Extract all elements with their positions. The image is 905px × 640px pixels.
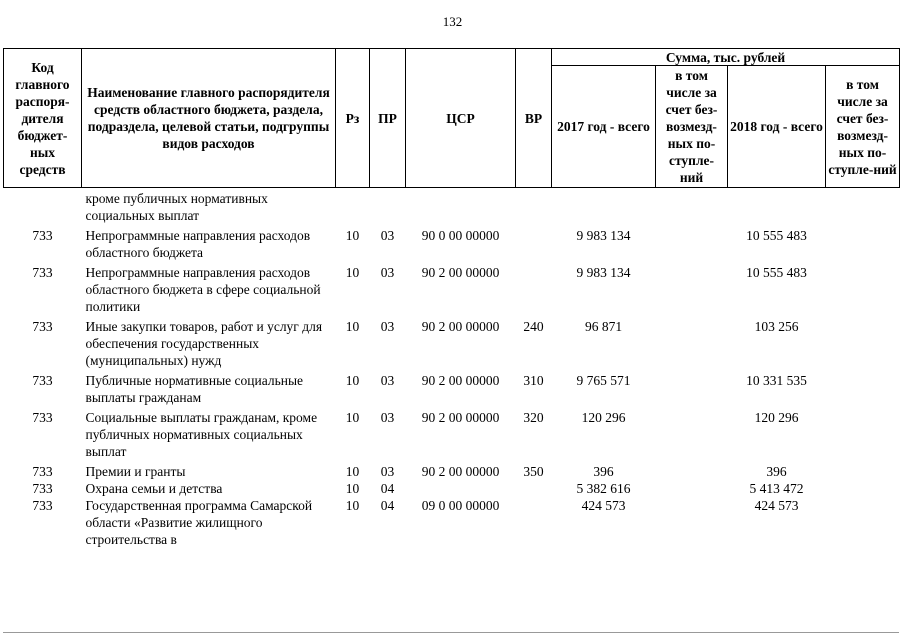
cell-2017-total: 96 871 [584,319,623,334]
cell-2017-total: 9 983 134 [576,228,631,243]
cell-pr: 03 [380,410,395,425]
cell-name: Непрограммные направления расходов областного бюджета в сфере социальной политики [85,265,321,314]
cell-name: Социальные выплаты гражданам, кроме публичных нормативных социальных выплат [85,410,318,459]
cell-2018-free [826,224,900,261]
header-2018-free: в том числе за счет без-возмезд-ных по-ступле-ний [826,66,900,188]
cell-pr: 03 [380,319,395,334]
table-row [4,369,900,406]
cell-2018-free [826,406,900,460]
cell-vr [516,188,552,225]
cell-code: 733 [32,498,53,513]
cell-code: 733 [32,481,53,496]
cell-name: кроме публичных нормативных социальных выплат [85,191,268,223]
cell-rz: 10 [345,228,360,243]
header-code: Код главного распоря-дителя бюджет-ных средств [4,49,82,188]
cell-csr [406,188,516,225]
header-2018-total: 2018 год - всего [728,66,826,188]
cell-2018-free [826,460,900,480]
cell-vr: 350 [523,464,544,479]
cell-csr: 90 2 00 00000 [421,319,500,334]
cell-2017-free [656,261,728,315]
cell-2017-total: 396 [593,464,614,479]
cell-2017-free [656,406,728,460]
header-rz: Рз [336,49,370,188]
cell-pr [370,188,406,225]
cell-csr: 09 0 00 00000 [421,498,500,513]
cell-pr: 04 [380,481,395,496]
cell-pr: 04 [380,498,395,513]
cell-2018-free [826,188,900,225]
header-csr: ЦСР [406,49,516,188]
header-2017-total: 2017 год - всего [552,66,656,188]
cell-vr [516,480,552,497]
table-row [4,315,900,369]
cell-2018-free [826,315,900,369]
header-pr: ПР [370,49,406,188]
table-row [4,188,900,225]
cell-code: 733 [32,265,53,280]
cell-name: Непрограммные направления расходов областного бюджета [85,228,311,260]
cell-csr: 90 0 00 00000 [421,228,500,243]
cell-2017-total: 9 983 134 [576,265,631,280]
cell-2017-total [552,188,656,225]
cell-2018-total: 10 555 483 [746,228,807,243]
cell-2017-free [656,315,728,369]
cell-code: 733 [32,464,53,479]
table-row [4,406,900,460]
table-body [4,188,900,549]
cell-2018-total: 424 573 [754,498,799,513]
cell-2018-free [826,261,900,315]
cell-rz: 10 [345,464,360,479]
cell-pr: 03 [380,464,395,479]
cell-2018-total [728,188,826,225]
cell-code: 733 [32,410,53,425]
cell-csr: 90 2 00 00000 [421,373,500,388]
cell-2018-total: 103 256 [754,319,799,334]
cell-name: Премии и гранты [85,464,186,479]
page-number: 132 [442,14,463,29]
cell-csr [406,480,516,497]
table-row [4,261,900,315]
table-row [4,480,900,497]
table-row [4,224,900,261]
cell-name: Иные закупки товаров, работ и услуг для обеспечения государственных (муниципальных) нужд [85,319,323,368]
cell-2017-total: 9 765 571 [576,373,631,388]
cell-code [4,188,82,225]
cell-2018-free [826,480,900,497]
cell-rz: 10 [345,265,360,280]
cell-rz: 10 [345,319,360,334]
table-row [4,497,900,548]
cell-2017-free [656,460,728,480]
table-header [4,49,900,188]
header-vr: ВР [516,49,552,188]
cell-vr: 320 [523,410,544,425]
cell-2017-total: 120 296 [581,410,626,425]
cell-vr [516,224,552,261]
cell-rz: 10 [345,498,360,513]
cell-csr: 90 2 00 00000 [421,265,500,280]
cell-2018-total: 10 331 535 [746,373,807,388]
cell-code: 733 [32,228,53,243]
cell-name: Публичные нормативные социальные выплаты гражданам [85,373,304,405]
page-bottom-rule [3,632,899,633]
cell-code: 733 [32,373,53,388]
cell-2018-total: 5 413 472 [749,481,804,496]
cell-csr: 90 2 00 00000 [421,410,500,425]
cell-name: Охрана семьи и детства [85,481,223,496]
cell-2018-free [826,497,900,548]
header-sum-group: Сумма, тыс. рублей [552,49,900,66]
cell-2017-free [656,188,728,225]
cell-2018-total: 396 [766,464,787,479]
table-row [4,460,900,480]
cell-pr: 03 [380,265,395,280]
cell-2017-free [656,224,728,261]
cell-2017-free [656,480,728,497]
cell-csr: 90 2 00 00000 [421,464,500,479]
budget-table [3,48,900,548]
cell-2018-total: 120 296 [754,410,799,425]
cell-pr: 03 [380,228,395,243]
cell-vr [516,261,552,315]
cell-2018-free [826,369,900,406]
cell-rz: 10 [345,373,360,388]
cell-rz [336,188,370,225]
cell-pr: 03 [380,373,395,388]
cell-2017-free [656,369,728,406]
header-name: Наименование главного распорядителя средств областного бюджета, раздела, подраздела, целевой статьи, подгруппы видов расходов [82,49,336,188]
cell-2018-total: 10 555 483 [746,265,807,280]
header-2017-free: в том числе за счет без-возмезд-ных по-ступле-ний [656,66,728,188]
cell-vr [516,497,552,548]
cell-rz: 10 [345,410,360,425]
cell-code: 733 [32,319,53,334]
cell-vr: 310 [523,373,544,388]
cell-2017-total: 5 382 616 [576,481,631,496]
cell-rz: 10 [345,481,360,496]
cell-2017-free [656,497,728,548]
cell-2017-total: 424 573 [581,498,626,513]
cell-name: Государственная программа Самарской области «Развитие жилищного строительства в [85,498,313,547]
cell-vr: 240 [523,319,544,334]
